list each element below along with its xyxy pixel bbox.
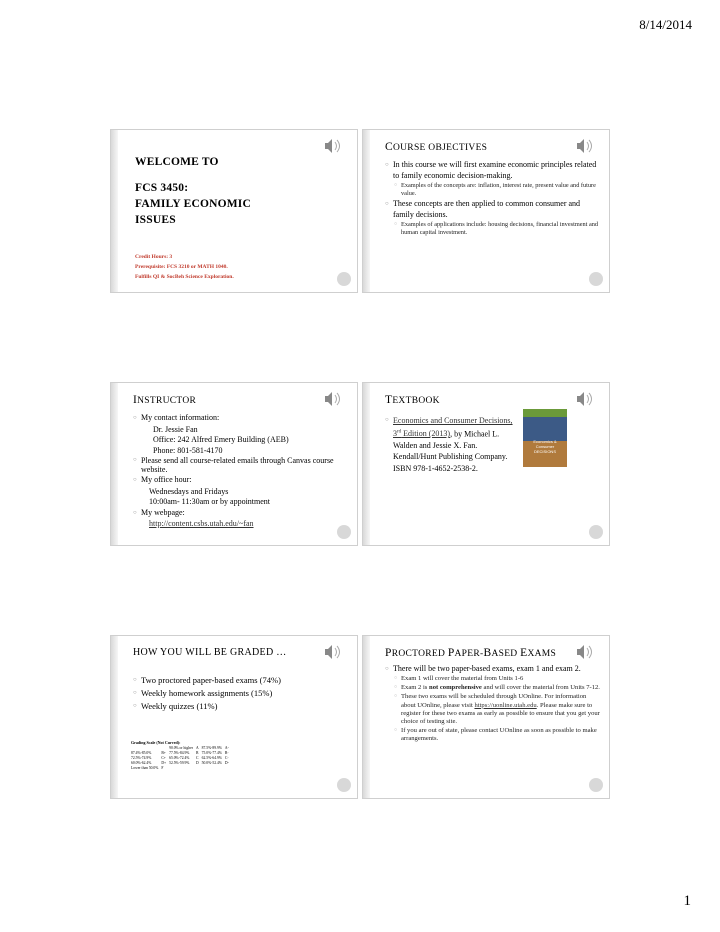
slide-marker (337, 778, 351, 792)
slide-marker (589, 272, 603, 286)
grade-cell: 52.5%-59.9% (169, 761, 190, 765)
slide-proctored-exams (362, 635, 610, 799)
sub-bullet: ○ Exam 2 is not comprehensive and will cover the material from Units 7-12. (385, 684, 601, 692)
slide-marker (589, 778, 603, 792)
sub-bullet: ○ These two exams will be scheduled through UOnline. For information about UOnline, please visit https://uonline.utah.edu. Please make sure to register for these two exams as early as possible to ensure that you get your choice of testing site. (385, 693, 601, 726)
page-number: 1 (683, 893, 691, 909)
slide-title: TEXTBOOK (385, 394, 440, 406)
office-line: 10:00am- 11:30am or by appointment (149, 497, 271, 506)
speaker-icon[interactable] (576, 644, 594, 660)
grade-cell: D- (224, 761, 229, 765)
slide-title: PROCTORED PAPER-BASED EXAMS (385, 647, 557, 659)
bullet: ○ These concepts are then applied to common consumer and family decisions. (385, 199, 601, 220)
slide-textbook (362, 382, 610, 546)
grade-cell: 62.5%-64.9% (201, 756, 222, 760)
sub-bullet: ○ If you are out of state, please contact UOnline as soon as possible to make arrangements. (385, 727, 601, 743)
grade-cell: A- (224, 746, 229, 750)
grade-cell: 65.0%-72.4% (169, 756, 190, 760)
bullet: ○ My office hour: (133, 475, 349, 486)
slide-instructor (110, 382, 358, 546)
slide-title-line: FAMILY ECONOMIC (135, 198, 251, 210)
credit-hours: Credit Hours: 3 (135, 254, 173, 260)
textbook-cover-image: Economics & Consumer DECISIONS (523, 409, 567, 467)
bullet: ○ My webpage: (133, 508, 349, 519)
webpage-link[interactable]: http://content.csbs.utah.edu/~fan (149, 519, 254, 528)
speaker-icon[interactable] (324, 138, 342, 154)
bullet: ○ There will be two paper-based exams, exam 1 and exam 2. (385, 664, 601, 674)
uonline-link[interactable]: https://uonline.utah.edu (474, 701, 537, 709)
sub-bullet: ○ Exam 1 will cover the material from Units 1-6 (385, 675, 601, 683)
grade-cell: 60.0%-62.4% (131, 761, 152, 765)
grade-cell: F (161, 766, 164, 770)
bullet: ○ Economics and Consumer Decisions, 3rd Edition (2013), by Michael L. Walden and Jessie X. Fan. Kendall/Hunt Publishing Company. ISBN 978-1-4652-2538-2. (385, 415, 519, 474)
slide-title-line: WELCOME TO (135, 156, 219, 168)
bullet: ○ Weekly homework assignments (15%) (133, 687, 349, 699)
grade-cell: 50.0%-52.4% (201, 761, 222, 765)
grade-cell: 87.4%-85.0% (131, 751, 152, 755)
slide-marker (589, 525, 603, 539)
grade-cell: Lower than 50.0% (131, 766, 159, 770)
grade-cell: 75.0%-77.4% (201, 751, 222, 755)
slide-title-line: ISSUES (135, 214, 176, 226)
grade-cell: 90.0% or higher (169, 746, 193, 750)
grade-cell (202, 766, 225, 771)
grade-cell: B- (224, 751, 229, 755)
grade-cell: A (195, 746, 199, 750)
slide-course-objectives (362, 129, 610, 293)
slide-marker (337, 272, 351, 286)
speaker-icon[interactable] (576, 391, 594, 407)
print-date: 8/14/2014 (639, 17, 692, 32)
bullet: ○ Weekly quizzes (11%) (133, 700, 349, 712)
slide-marker (337, 525, 351, 539)
slide-title-line: FCS 3450: (135, 182, 189, 194)
grade-cell: C+ (161, 756, 166, 760)
grade-cell: C (195, 756, 199, 760)
speaker-icon[interactable] (324, 391, 342, 407)
fulfills-note: Fulfills QI & SocBeh Science Exploration. (135, 274, 234, 280)
slide-title: HOW YOU WILL BE GRADED … (133, 647, 287, 658)
speaker-icon[interactable] (576, 138, 594, 154)
grade-cell: 72.5%-74.9% (131, 756, 152, 760)
speaker-icon[interactable] (324, 644, 342, 660)
bullet: ○ Please send all course-related emails through Canvas course website. (133, 456, 349, 474)
sub-bullet: ○ Examples of applications include: housing decisions, financial investment and human capital investment. (385, 221, 601, 237)
contact-line: Office: 242 Alfred Emery Building (AEB) (153, 435, 289, 444)
grade-cell: B+ (161, 751, 166, 755)
grade-cell: B (195, 751, 199, 755)
bullet: ○ In this course we will first examine economic principles related to family economic decision-making. (385, 160, 601, 181)
bullet: ○ My contact information: (133, 413, 349, 424)
office-line: Wednesdays and Fridays (149, 486, 229, 496)
grade-cell: C- (224, 756, 229, 760)
grade-row (131, 766, 232, 771)
slide-welcome (110, 129, 358, 293)
contact-line: Dr. Jessie Fan (153, 424, 198, 434)
sub-bullet: ○ Examples of the concepts are: inflation, interest rate, present value and future value. (385, 182, 601, 198)
contact-line: Phone: 801-581-4170 (153, 445, 223, 455)
grade-cell: 77.5%-84.9% (169, 751, 190, 755)
grade-cell: D (195, 761, 199, 765)
grade-cell: D+ (161, 761, 167, 765)
grade-cell (169, 766, 196, 771)
grading-scale-title: Grading Scale (Not Curved): (131, 740, 181, 745)
grade-cell (225, 766, 232, 771)
grade-cell: 87.5%-89.9% (201, 746, 222, 750)
textbook-link[interactable]: Economics and Consumer Decisions, 3rd Edition (2013) (393, 416, 513, 439)
slide-title: INSTRUCTOR (133, 394, 197, 406)
prerequisite: Prerequisite: FCS 3210 or MATH 1040. (135, 264, 228, 270)
bullet: ○ Two proctored paper-based exams (74%) (133, 674, 349, 686)
slide-title: COURSE OBJECTIVES (385, 141, 488, 153)
slide-grading (110, 635, 358, 799)
grading-scale-table (131, 746, 232, 771)
